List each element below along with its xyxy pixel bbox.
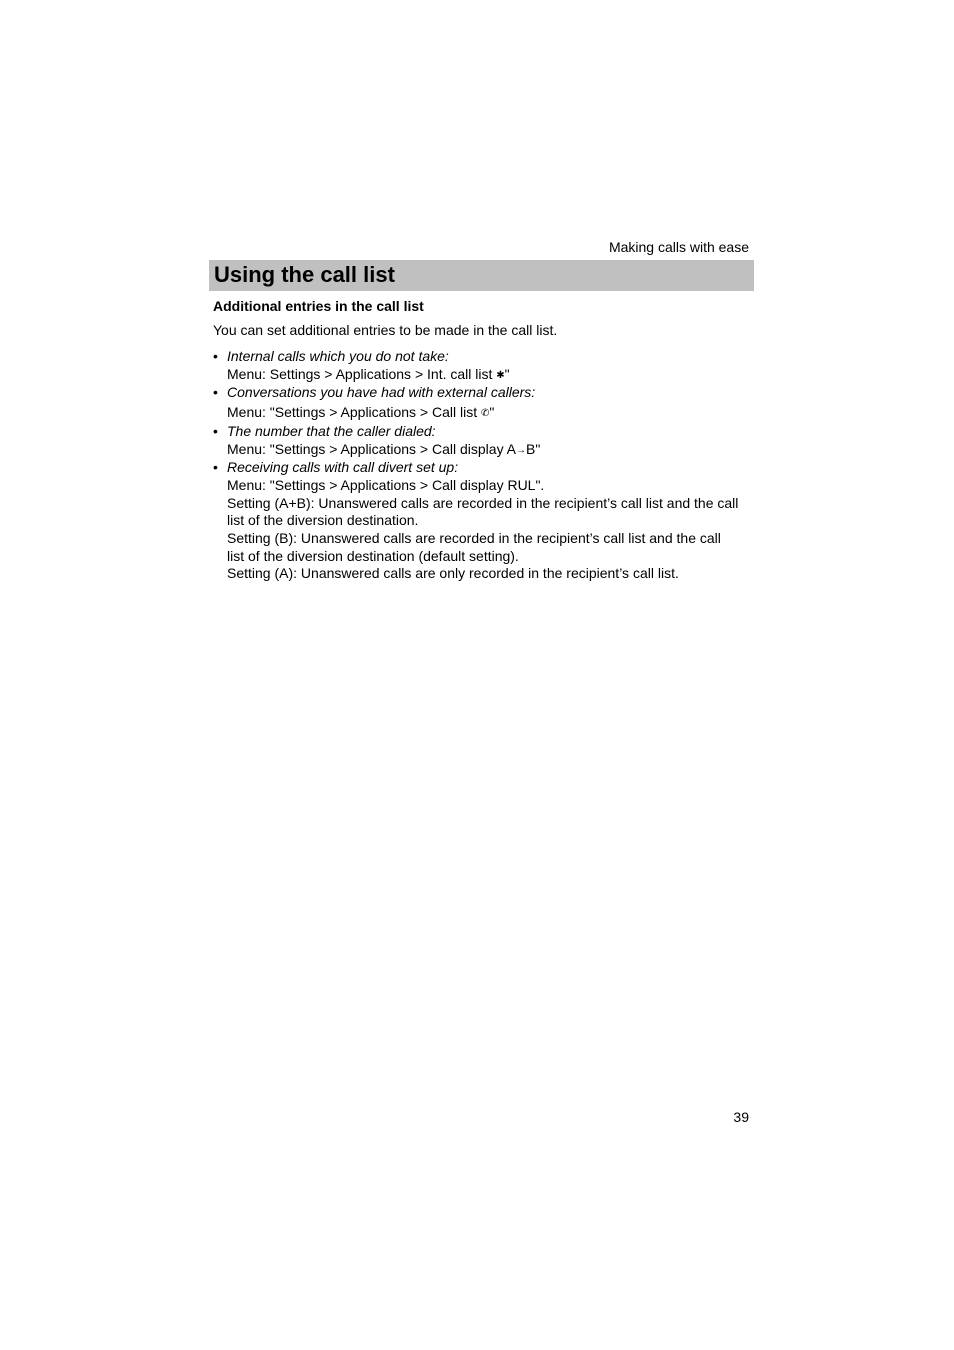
entry-title: Conversations you have had with external callers: (227, 384, 536, 401)
list-item (213, 459, 753, 583)
bullet: • (213, 348, 218, 364)
menu-path (227, 404, 753, 423)
subheading: Additional entries in the call list (213, 298, 424, 314)
setting-description-line: list of the diversion destination. (227, 512, 419, 529)
bullet: • (213, 422, 218, 439)
list-item (213, 348, 753, 384)
menu-path-text: Menu: "Settings > Applications > Call list (227, 404, 481, 421)
menu-path-text: Menu: Settings > Applications > Int. call list (227, 365, 497, 382)
page-number: 39 (733, 1109, 749, 1125)
page-title: Using the call list (214, 262, 395, 287)
running-header: Making calls with ease (608, 239, 749, 255)
setting-description-line: list of the diversion destination (default setting). (227, 547, 519, 564)
bullet: • (213, 384, 218, 401)
menu-path: Menu: "Settings > Applications > Call display RUL". (227, 476, 545, 493)
menu-path-suffix: " (504, 365, 510, 382)
menu-path (227, 441, 753, 460)
bullet: • (213, 459, 218, 476)
entry-title: Internal calls which you do not take: (227, 348, 449, 364)
phone-handset-icon: ✆ (481, 408, 490, 420)
menu-path-suffix: B" (526, 440, 541, 457)
menu-path (227, 366, 753, 385)
entry-title: The number that the caller dialed: (227, 422, 436, 439)
menu-path-text: Menu: "Settings > Applications > Call display A (227, 440, 517, 457)
entries-list (213, 348, 753, 583)
list-item (213, 384, 753, 422)
arrow-right-icon: → (516, 444, 527, 456)
section-title-bar (209, 260, 754, 291)
internal-call-icon: ✱ (496, 369, 505, 381)
setting-description-line: Setting (B): Unanswered calls are recorded in the recipient’s call list and the call (227, 530, 721, 547)
list-item (213, 423, 753, 459)
menu-path-suffix: " (489, 404, 495, 421)
setting-description-line: Setting (A+B): Unanswered calls are recorded in the recipient’s call list and the call (227, 494, 739, 511)
intro-paragraph: You can set additional entries to be made in the call list. (213, 322, 558, 338)
entry-title: Receiving calls with call divert set up: (227, 459, 459, 476)
setting-description-line: Setting (A): Unanswered calls are only recorded in the recipient’s call list. (227, 565, 679, 582)
